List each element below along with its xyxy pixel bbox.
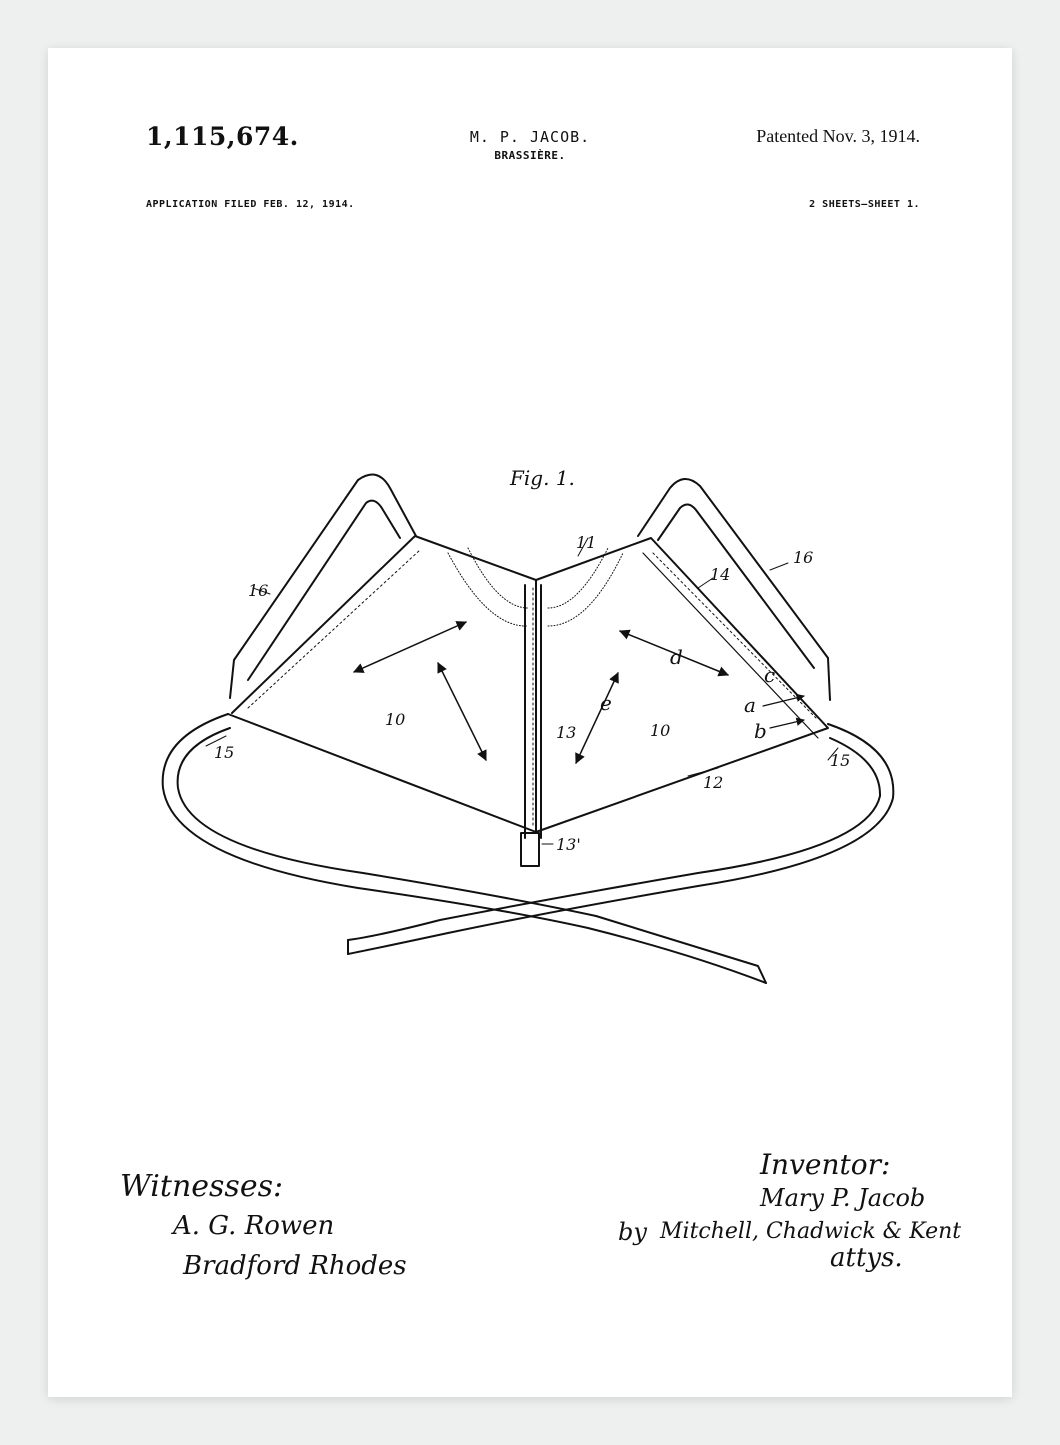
ref-12: 12 xyxy=(703,773,724,792)
ref-16-right: 16 xyxy=(793,548,814,567)
ref-13: 13 xyxy=(556,723,577,742)
attys-label: attys. xyxy=(830,1243,903,1273)
by-label: by xyxy=(618,1218,647,1246)
ref-13-prime: 13' xyxy=(556,835,581,854)
inventor-name: M. P. JACOB. xyxy=(469,128,591,146)
ref-a: a xyxy=(744,693,756,717)
ref-16-left: 16 xyxy=(248,581,269,600)
ref-d: d xyxy=(670,645,683,669)
patent-sheet xyxy=(48,48,1012,1397)
inventor-signature: Mary P. Jacob xyxy=(760,1184,926,1212)
ref-11: 11 xyxy=(576,533,597,552)
patented-date: Patented Nov. 3, 1914. xyxy=(756,126,920,146)
ref-15-right: 15 xyxy=(830,751,851,770)
sheet-count: 2 SHEETS—SHEET 1. xyxy=(809,199,920,210)
ref-10-right: 10 xyxy=(650,721,671,740)
ref-e: e xyxy=(600,691,612,715)
ref-b: b xyxy=(754,719,767,743)
ref-10-left: 10 xyxy=(385,710,406,729)
witness-1-signature: A. G. Rowen xyxy=(173,1211,335,1241)
witness-2-signature: Bradford Rhodes xyxy=(183,1251,407,1281)
ref-14: 14 xyxy=(710,565,731,584)
right-shoulder-strap xyxy=(638,479,830,700)
patent-number: 1,115,674. xyxy=(146,122,299,151)
figure-label: Fig. 1. xyxy=(510,466,575,490)
application-filed: APPLICATION FILED FEB. 12, 1914. xyxy=(146,199,355,210)
inventor-label: Inventor: xyxy=(760,1148,891,1181)
ref-c: c xyxy=(764,663,776,687)
attorneys-signature: Mitchell, Chadwick & Kent xyxy=(660,1219,962,1244)
patent-title: BRASSIÈRE. xyxy=(494,149,566,162)
ref-15-left: 15 xyxy=(214,743,235,762)
brassiere-drawing xyxy=(48,48,1012,1397)
witnesses-label: Witnesses: xyxy=(120,1169,284,1204)
